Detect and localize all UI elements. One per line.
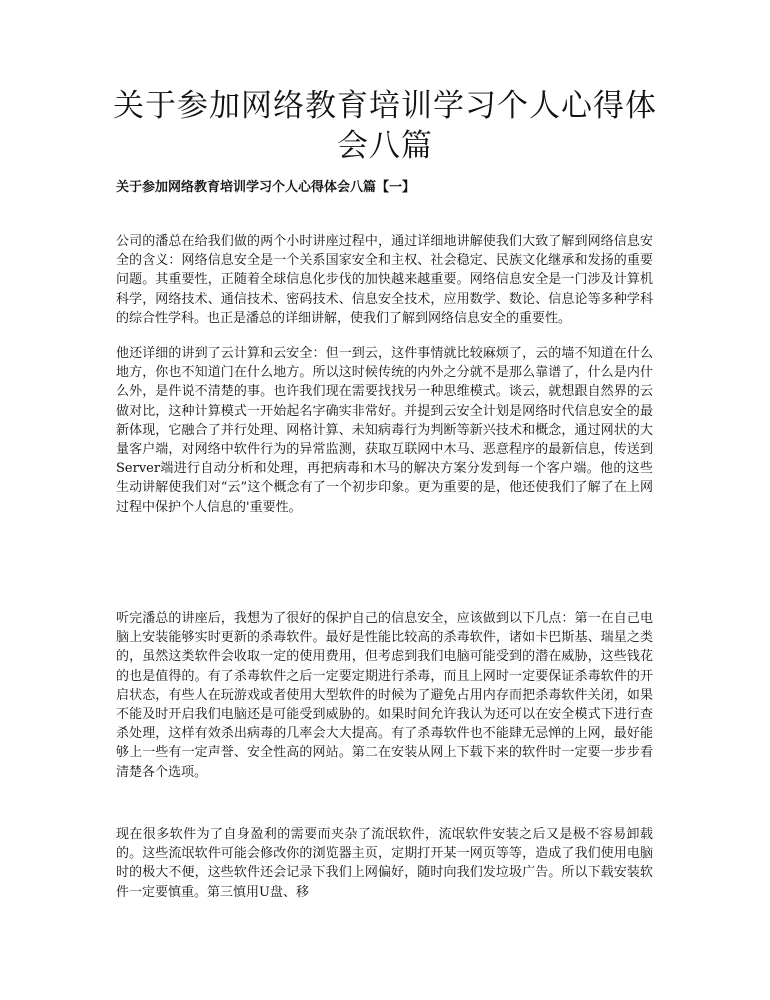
- paragraph-4: 现在很多软件为了自身盈利的需要而夹杂了流氓软件，流氓软件安装之后又是极不容易卸载的。这些流氓软件可能会修改你的浏览器主页，定期打开某一网页等等，造成了我们使用电脑时的极大不便，这些软件还会记录下我们上网偏好，随时向我们发垃圾广告。所以下载安装软件一定要慎重。第三慎用U盘、移: [116, 827, 653, 900]
- document-title-line1: 关于参加网络教育培训学习个人心得体: [113, 88, 657, 124]
- document-title: [110, 86, 660, 166]
- paragraph-1: 公司的潘总在给我们做的两个小时讲座过程中，通过详细地讲解使我们大致了解到网络信息安全的含义：网络信息安全是一个关系国家安全和主权、社会稳定、民族文化继承和发扬的重要问题。其重要性，正随着全球信息化步伐的加快越来越重要。网络信息安全是一门涉及计算机科学，网络技术、通信技术、密码技术、信息安全技术，应用数学、数论、信息论等多种学科的综合性学科。也正是潘总的详细讲解，使我们了解到网络信息安全的重要性。: [116, 234, 653, 326]
- document-title-line2: 会八篇: [337, 128, 433, 164]
- section-heading: 关于参加网络教育培训学习个人心得体会八篇【一】: [116, 180, 416, 195]
- paragraph-3: 听完潘总的讲座后，我想为了很好的保护自己的信息安全，应该做到以下几点：第一在自己电脑上安装能够实时更新的杀毒软件。最好是性能比较高的杀毒软件，诸如卡巴斯基、瑞星之类的，虽然这类软件会收取一定的使用费用，但考虑到我们电脑可能受到的潜在威胁，这些钱花的也是值得的。有了杀毒软件之后一定要定期进行杀毒，而且上网时一定要保证杀毒软件的开启状态，有些人在玩游戏或者使用大型软件的时候为了避免占用内存而把杀毒软件关闭，如果不能及时开启我们电脑还是可能受到威胁的。如果时间允许我认为还可以在安全模式下进行查杀处理，这样有效杀出病毒的几率会大大提高。有了杀毒软件也不能肆无忌惮的上网，最好能够上一些有一定声誉、安全性高的网站。第二在安装从网上下载下来的软件时一定要一步步看清楚各个选项。: [116, 611, 653, 780]
- paragraph-2: 他还详细的讲到了云计算和云安全：但一到云，这件事情就比较麻烦了，云的墙不知道在什么地方，你也不知道门在什么地方。所以这时候传统的内外之分就不是那么靠谱了，什么是内什么外，是件说不清楚的事。也许我们现在需要找找另一种思维模式。谈云，就想跟自然界的云做对比，这种计算模式一开始起名字确实非常好。并提到云安全计划是网络时代信息安全的最新体现，它融合了并行处理、网格计算、未知病毒行为判断等新兴技术和概念，通过网状的大量客户端，对网络中软件行为的异常监测，获取互联网中木马、恶意程序的最新信息，传送到Server端进行自动分析和处理，再把病毒和木马的解决方案分发到每一个客户端。他的这些生动讲解使我们对“云”这个概念有了一个初步印象。更为重要的是，他还使我们了解了在上网过程中保护个人信息的'重要性。: [116, 346, 653, 515]
